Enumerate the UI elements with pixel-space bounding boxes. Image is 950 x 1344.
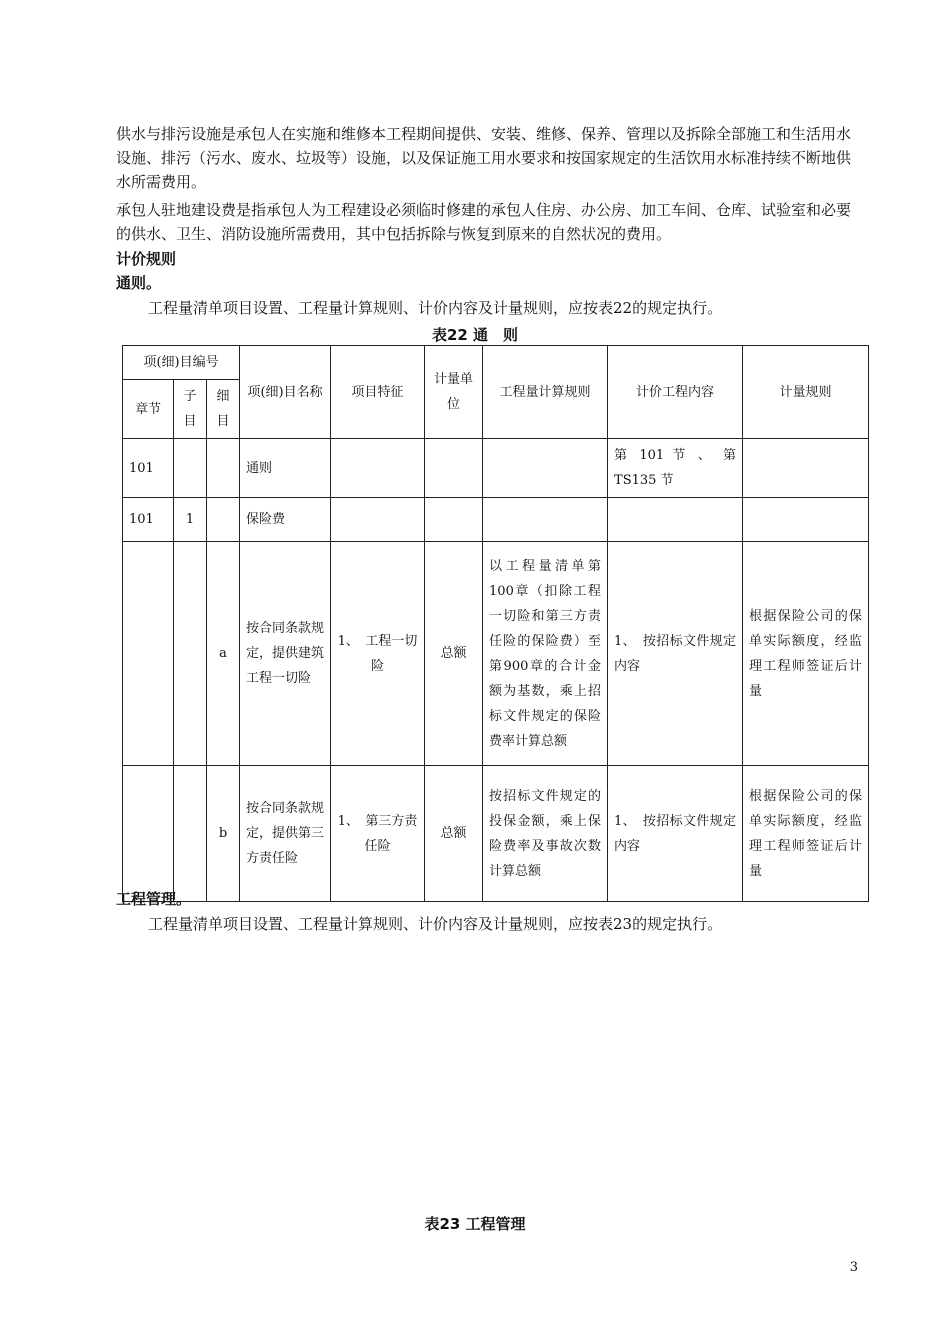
heading-management: 工程管理。 [116, 890, 192, 908]
note-table23-reference: 工程量清单项目设置、工程量计算规则、计价内容及计量规则，应按表23的规定执行。 [148, 915, 723, 933]
paragraph-camp-construction: 承包人驻地建设费是指承包人为工程建设必须临时修建的承包人住房、办公房、加工车间、仓库、试验室和必要的供水、卫生、消防设施所需费用，其中包括拆除与恢复到原来的自然状况的费用。 [116, 201, 852, 243]
table-row [123, 542, 869, 766]
cell-detail: a [207, 542, 240, 766]
cell-sub: 1 [174, 498, 207, 542]
header-detail: 细目 [207, 380, 240, 439]
cell-calc-rule: 按招标文件规定的投保金额，乘上保险费率及事故次数计算总额 [483, 766, 608, 902]
note-table22-reference: 工程量清单项目设置、工程量计算规则、计价内容及计量规则，应按表22的规定执行。 [148, 299, 723, 317]
table22 [122, 345, 869, 902]
header-chapter: 章节 [123, 380, 174, 439]
cell-name: 通则 [240, 439, 331, 498]
heading-general: 通则。 [116, 274, 162, 292]
cell-pricing-content: 第 101 节 、 第 TS135 节 [608, 439, 743, 498]
cell-detail [207, 498, 240, 542]
heading-pricing-rules: 计价规则 [116, 250, 177, 268]
cell-name: 按合同条款规定，提供建筑工程一切险 [240, 542, 331, 766]
table22-caption: 表22 通 则 [431, 326, 519, 344]
cell-chapter [123, 542, 174, 766]
header-measure-rule: 计量规则 [743, 346, 869, 439]
cell-pricing-content [608, 498, 743, 542]
cell-unit [425, 498, 483, 542]
cell-chapter: 101 [123, 439, 174, 498]
table-row [123, 498, 869, 542]
cell-unit: 总额 [425, 766, 483, 902]
header-name: 项(细)目名称 [240, 346, 331, 439]
paragraph-water-supply: 供水与排污设施是承包人在实施和维修本工程期间提供、安装、维修、保养、管理以及拆除全部施工和生活用水设施、排污（污水、废水、垃圾等）设施，以及保证施工用水要求和按国家规定的生活饮用水标准持续不断地供水所需费用。 [116, 125, 852, 191]
table22-header-row [123, 346, 869, 380]
header-sub: 子目 [174, 380, 207, 439]
table23-caption: 表23 工程管理 [424, 1215, 526, 1233]
cell-calc-rule: 以工程量清单第100章（扣除工程一切险和第三方责任险的保险费）至第900章的合计金额为基数，乘上招标文件规定的保险费率计算总额 [483, 542, 608, 766]
cell-feature: 1、 第三方责任险 [331, 766, 425, 902]
header-code-group: 项(细)目编号 [123, 346, 240, 380]
cell-calc-rule [483, 498, 608, 542]
header-pricing-content: 计价工程内容 [608, 346, 743, 439]
cell-name: 保险费 [240, 498, 331, 542]
cell-detail: b [207, 766, 240, 902]
cell-measure-rule: 根据保险公司的保单实际额度，经监理工程师签证后计量 [743, 542, 869, 766]
cell-feature: 1、 工程一切险 [331, 542, 425, 766]
table-row [123, 439, 869, 498]
cell-detail [207, 439, 240, 498]
cell-measure-rule: 根据保险公司的保单实际额度，经监理工程师签证后计量 [743, 766, 869, 902]
cell-unit: 总额 [425, 542, 483, 766]
header-calc-rule: 工程量计算规则 [483, 346, 608, 439]
cell-calc-rule [483, 439, 608, 498]
cell-pricing-content: 1、 按招标文件规定内容 [608, 766, 743, 902]
cell-pricing-content: 1、 按招标文件规定内容 [608, 542, 743, 766]
cell-feature [331, 498, 425, 542]
page-number: 3 [849, 1260, 858, 1275]
cell-chapter: 101 [123, 498, 174, 542]
header-unit: 计量单位 [425, 346, 483, 439]
cell-measure-rule [743, 498, 869, 542]
header-feature: 项目特征 [331, 346, 425, 439]
cell-name: 按合同条款规定，提供第三方责任险 [240, 766, 331, 902]
cell-chapter [123, 766, 174, 902]
table-row [123, 766, 869, 902]
cell-measure-rule [743, 439, 869, 498]
cell-unit [425, 439, 483, 498]
cell-sub [174, 542, 207, 766]
cell-feature [331, 439, 425, 498]
cell-sub [174, 439, 207, 498]
cell-sub [174, 766, 207, 902]
